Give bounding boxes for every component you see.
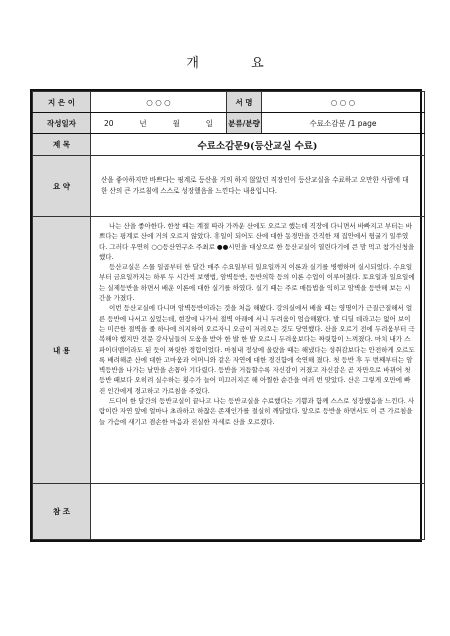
content-paragraph: 이번 등산교실에 다니며 암벽등반이라는 것을 처음 해봤다. 강의실에서 배울 때는 영명이가 근질근질해서 얼른 등반에 나서고 싶었는데, 현장에 나가서 절벽 아래에 서니 두려움이 엄습해왔다. 발 디딜 데라고는 없어 보이는 미끈한 절벽을 줄 하나에 의지하여 오르자니 오금이 저려오는 것도 당연했다. 산을 오르기 전에 두려움부터 극복해야 했지만 전문 강사님들의 도움을 받아 한 발 한 발 오르니 두려움보다는 짜릿함이 느껴졌다. 마치 내가 스파이더맨이라도 된 듯이 짜릿한 경험이었다. 마침내 정상에 올랐을 때는 해냈다는 성취감보다는 안전하게 오르도록 배려해준 산에 대한 고마움과 어머니와 같은 자연에 대한 경건함에 숙연해 졌다. 첫 등반 후 두 번째부터는 암벽등반을 나가는 날만을 손꼽아 기다렸다. 등반을 거듭할수록 자신감이 커졌고 자신감은 곧 자만으로 바뀌어 첫 등반 때보다 오히려 실수하는 횟수가 늘어 미끄러지곤 해 아찔한 순간을 여러 번 맞았다. 산은 그렇게 오만에 빠진 인간에게 경고하고 가르침을 주었다. bbox=[99, 304, 415, 395]
summary-row bbox=[33, 156, 425, 217]
author-label: 지 은 이 bbox=[33, 92, 91, 113]
content-label: 내 용 bbox=[33, 217, 91, 484]
subject-label: 제 목 bbox=[33, 134, 91, 156]
content-paragraph: 나는 산을 좋아한다. 한창 때는 계절 따라 가까운 산에도 오르고 했는데 직장에 다니면서 바빠지고 부터는 바쁘다는 핑계로 산에 거의 오르지 않았다. 휴일이 되어도 산에 대한 동경만을 간직한 채 집안에서 뒹굴기 일쑤였다. 그러다 우연히 ○○등산연구소 주최로 ●●시민을 대상으로 한 등산교실이 열린다기에 큰 맘 먹고 참가신청을 했다. bbox=[99, 222, 415, 261]
author-value: ○ ○ ○ bbox=[91, 92, 227, 113]
subject-row bbox=[33, 134, 425, 156]
page-title: 개 요 bbox=[186, 56, 288, 71]
reference-label: 참 조 bbox=[33, 484, 91, 540]
signature-value: ○ ○ ○ bbox=[262, 92, 425, 113]
date-year-unit: 년 bbox=[139, 118, 147, 128]
content-body bbox=[91, 217, 425, 484]
document-form bbox=[30, 89, 422, 542]
date-row bbox=[33, 113, 425, 134]
signature-label: 서 명 bbox=[227, 92, 262, 113]
category-label: 분류/분량 bbox=[227, 113, 262, 134]
content-row bbox=[33, 217, 425, 484]
summary-label: 요 약 bbox=[33, 156, 91, 217]
date-day-unit: 일 bbox=[205, 118, 214, 128]
subject-value: 수료소감문9(등산교실 수료) bbox=[91, 134, 425, 156]
date-month-unit: 월 bbox=[172, 118, 180, 128]
content-paragraph: 드디어 한 달간의 등반교실이 끝나고 나는 등반교실을 수료했다는 기쁨과 함께 스스로 성장했음을 느낀다. 사람이란 자연 앞에 얼마나 초라하고 하찮은 존재인가를 절실히 깨달았다. 앞으로 등반을 하면서도 이 큰 가르침을 늘 가슴에 새기고 겸손한 마음과 진실한 자세로 산을 오르겠다. bbox=[99, 397, 415, 426]
date-year: 20 bbox=[103, 118, 114, 128]
author-row bbox=[33, 92, 425, 113]
date-label: 작성일자 bbox=[33, 113, 91, 134]
category-value: 수료소감문 /1 page bbox=[262, 113, 425, 134]
reference-row bbox=[33, 484, 425, 540]
content-paragraph: 등산교실은 스물 일곱부터 한 달간 매주 수요일부터 일요일까지 이론과 실기를 병행하며 실시되었다. 수요일부터 금요일까지는 하루 두 시간씩 보행법, 암벽등반, 등반의학 등의 이론 수업이 이루어졌다. 토요일과 일요일에는 실제등반을 하면서 배운 이론에 대한 실기를 하였다. 실기 때는 주로 매듭법을 익히고 암벽을 등반해 보는 시간을 가졌다. bbox=[99, 263, 415, 303]
reference-value bbox=[91, 484, 425, 540]
date-value bbox=[91, 113, 227, 134]
summary-text: 산을 좋아하지만 바쁘다는 핑계로 등산을 거의 하지 않았던 직장인이 등산교실을 수료하고 오만한 사람에 대한 산의 큰 가르침에 스스로 성장했음을 느낀다는 내용입니다. bbox=[91, 156, 425, 217]
info-table bbox=[32, 91, 425, 540]
